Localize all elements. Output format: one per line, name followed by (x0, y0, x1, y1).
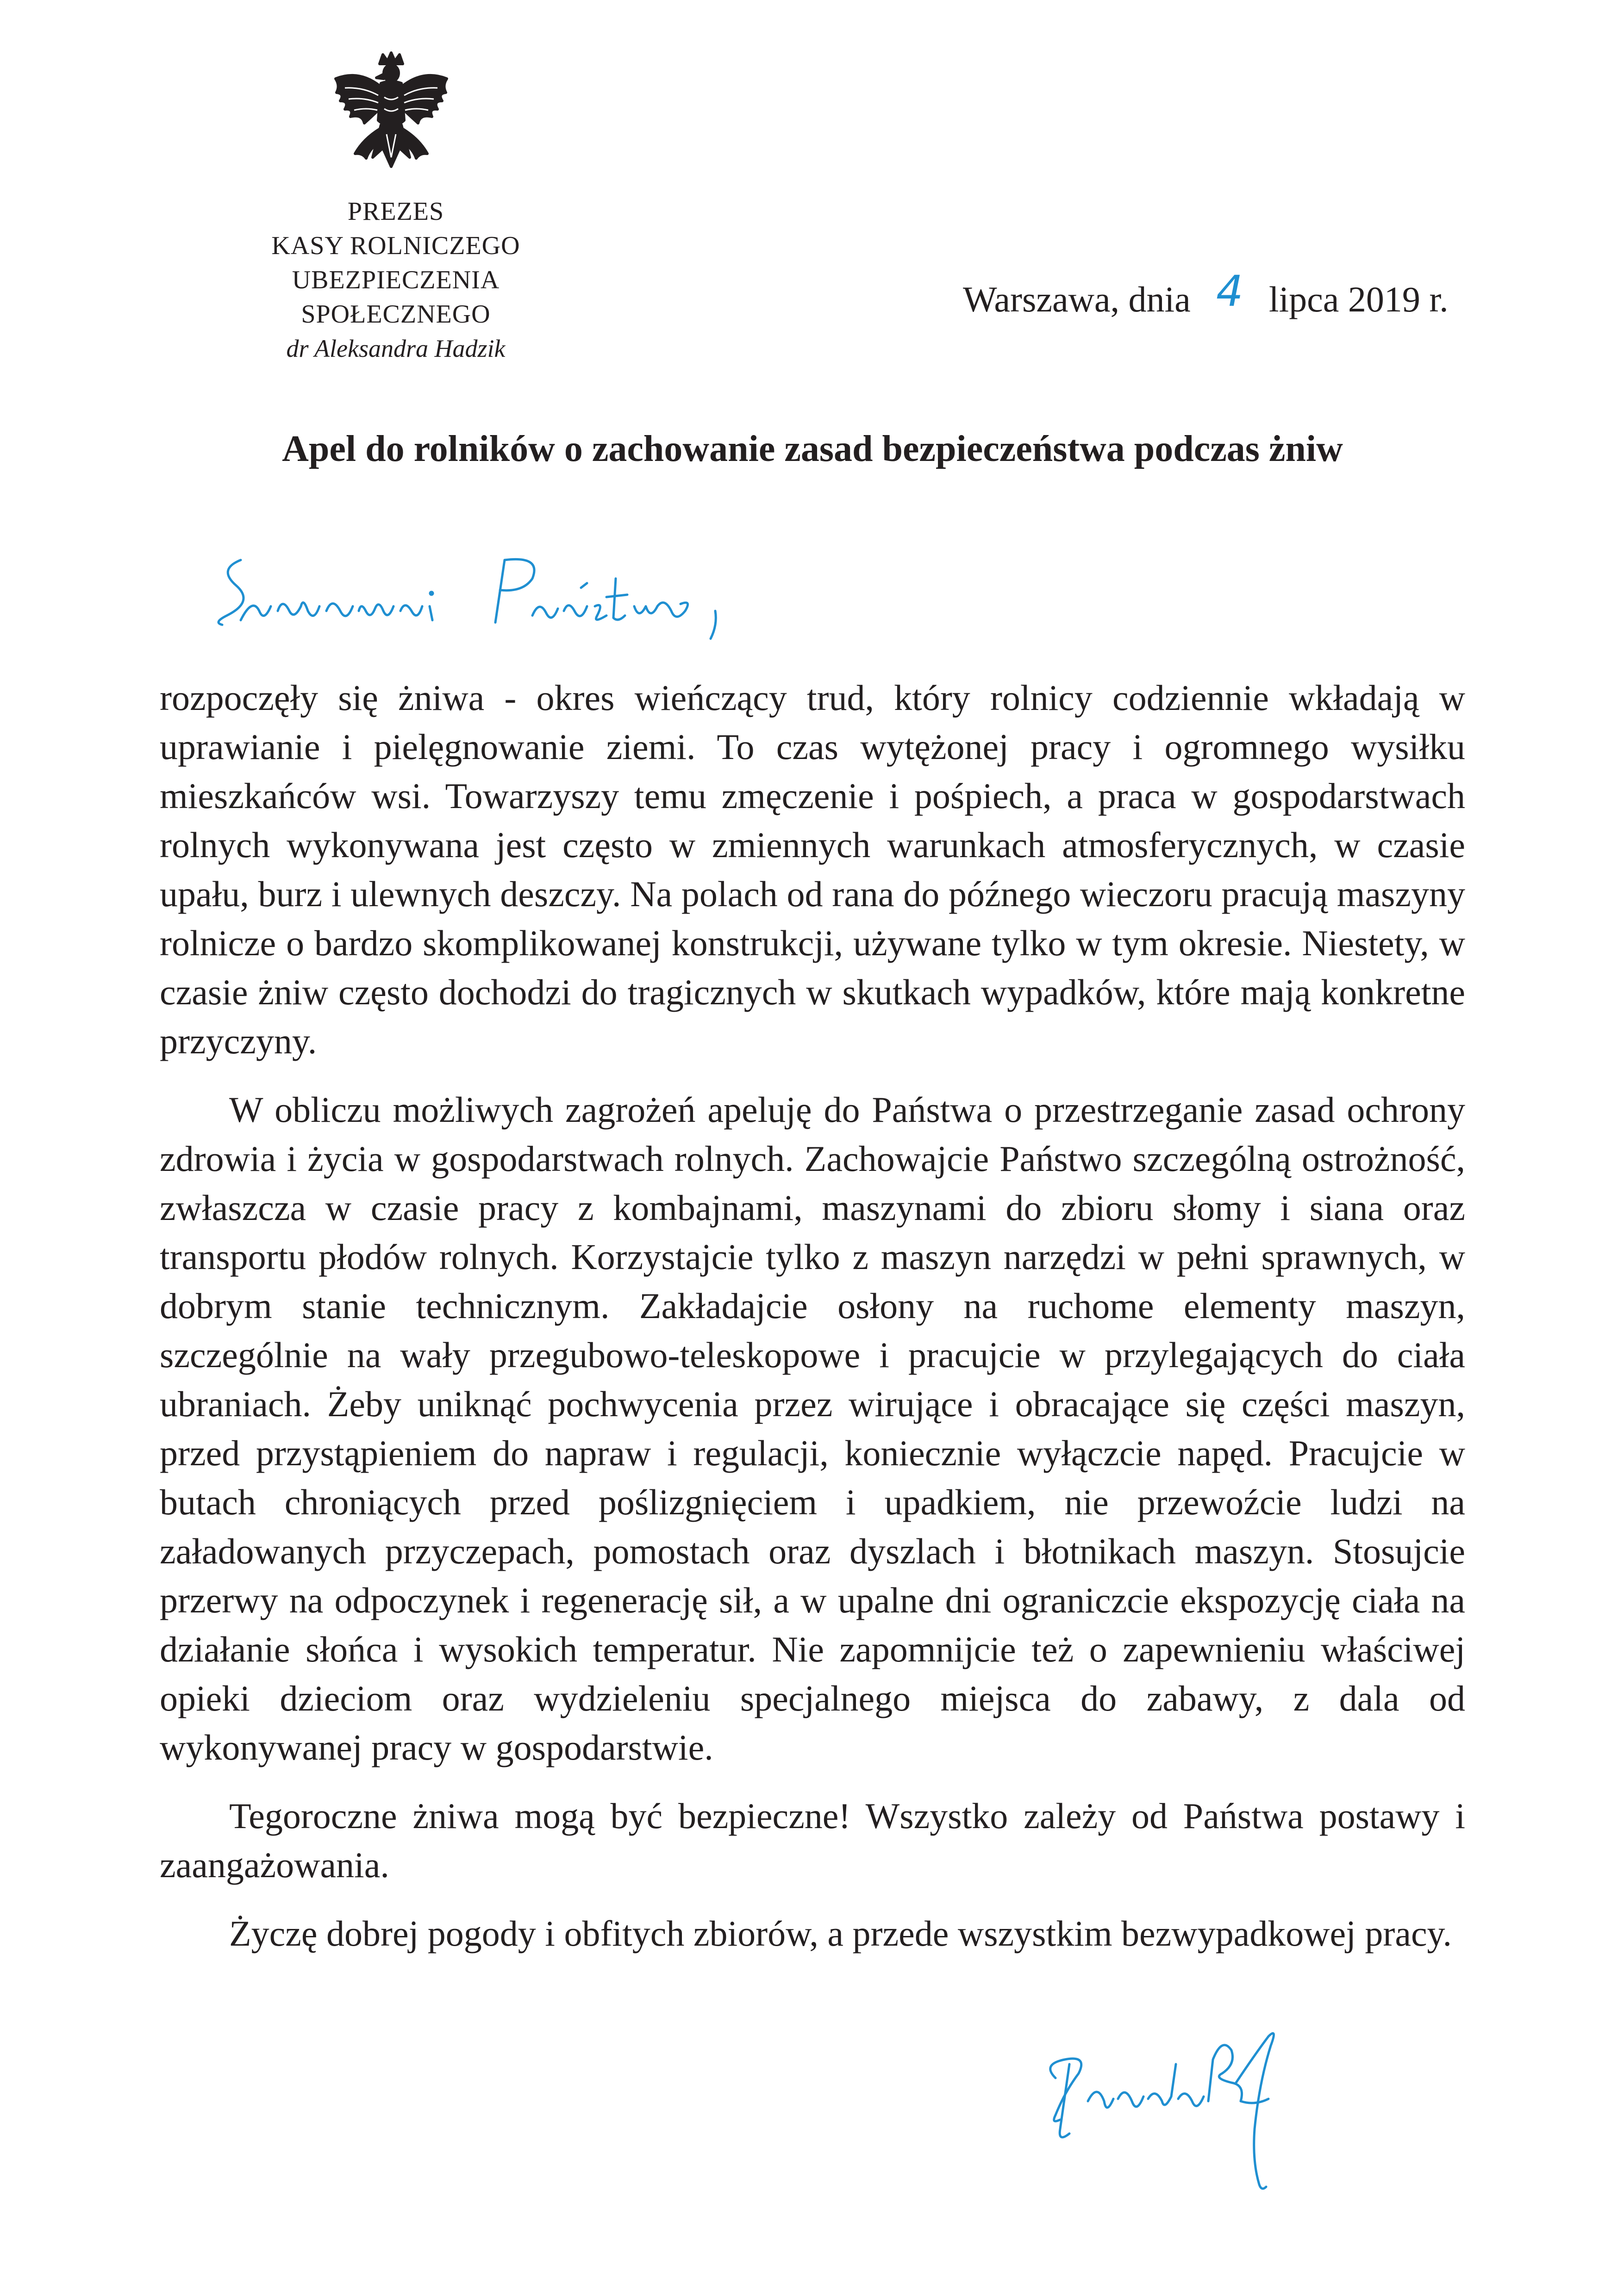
dateline-suffix: lipca 2019 r. (1268, 279, 1449, 319)
office-block (204, 194, 588, 366)
office-line: KASY ROLNICZEGO (271, 231, 520, 260)
office-line: PREZES (347, 197, 444, 226)
body-paragraph: Życzę dobrej pogody i obfitych zbiorów, a przede wszystkim bezwypadkowej pracy. (229, 1913, 1452, 1954)
dateline-day-handwritten: 4 (1216, 267, 1243, 316)
body-paragraph: W obliczu możliwych zagrożeń apeluję do Państwa o przestrzeganie zasad ochrony zdrowia i życia w gospodarstwach rolnych. Zachowajcie Państwo szczególną ostrożność, zwłaszcza w czasie pracy z kombajnami, maszynami do zbioru słomy i siana oraz transportu płodów rolnych. Korzystajcie tylko z maszyn narzędzi w pełni sprawnych, w dobrym stanie technicznym. Zakładajcie osłony na ruchome elementy maszyn, szczególnie na wały przegubowo-teleskopowe i pracujcie w przylegających do ciała ubraniach. Żeby uniknąć pochwycenia przez wirujące i obracające się części maszyn, przed przystąpieniem do napraw i regulacji, koniecznie wyłączcie napęd. Pracujcie w butach chroniących przed poślizgnięciem i upadkiem, nie przewoźcie ludzi na załadowanych przyczepach, pomostach oraz dyszlach i błotnikach maszyn. Stosujcie przerwy na odpoczynek i regenerację sił, a w upalne dni ograniczcie ekspozycję ciała na działanie słońca i wysokich temperatur. Nie zapomnijcie też o zapewnieniu właściwej opieki dzieciom oraz wydzieleniu specjalnego miejsca do zabawy, z dala od wykonywanej pracy w gospodarstwie. (160, 1089, 1465, 1767)
eagle-emblem-icon (326, 51, 456, 204)
letter-title: Apel do rolników o zachowanie zasad bezpieczeństwa podczas żniw (282, 429, 1343, 469)
body-paragraph: rozpoczęły się żniwa - okres wieńczący trud, który rolnicy codziennie wkładają w uprawianie i pielęgnowanie ziemi. To czas wytężonej pracy i ogromnego wysiłku mieszkańców wsi. Towarzyszy temu zmęczenie i pośpiech, a praca w gospodarstwach rolnych wykonywana jest często w zmiennych warunkach atmosferycznych, w czasie upału, burz i ulewnych deszczy. Na polach od rana do późnego wieczoru pracują maszyny rolnicze o bardzo skomplikowanej konstrukcji, używane tylko w tym okresie. Niestety, w czasie żniw często dochodzi do tragicznych w skutkach wypadków, które mają konkretne przyczyny. (160, 678, 1465, 1061)
letter-body (160, 673, 1465, 1978)
dateline-prefix: Warszawa, dnia (963, 279, 1191, 319)
handwritten-salutation (208, 541, 787, 653)
dateline (963, 268, 1449, 323)
president-name: dr Aleksandra Hadzik (286, 335, 506, 362)
office-line: UBEZPIECZENIA SPOŁECZNEGO (292, 266, 500, 329)
body-paragraph: Tegoroczne żniwa mogą być bezpieczne! Wszystko zależy od Państwa postawy i zaangażowania. (160, 1796, 1465, 1885)
handwritten-signature (1037, 2009, 1296, 2203)
